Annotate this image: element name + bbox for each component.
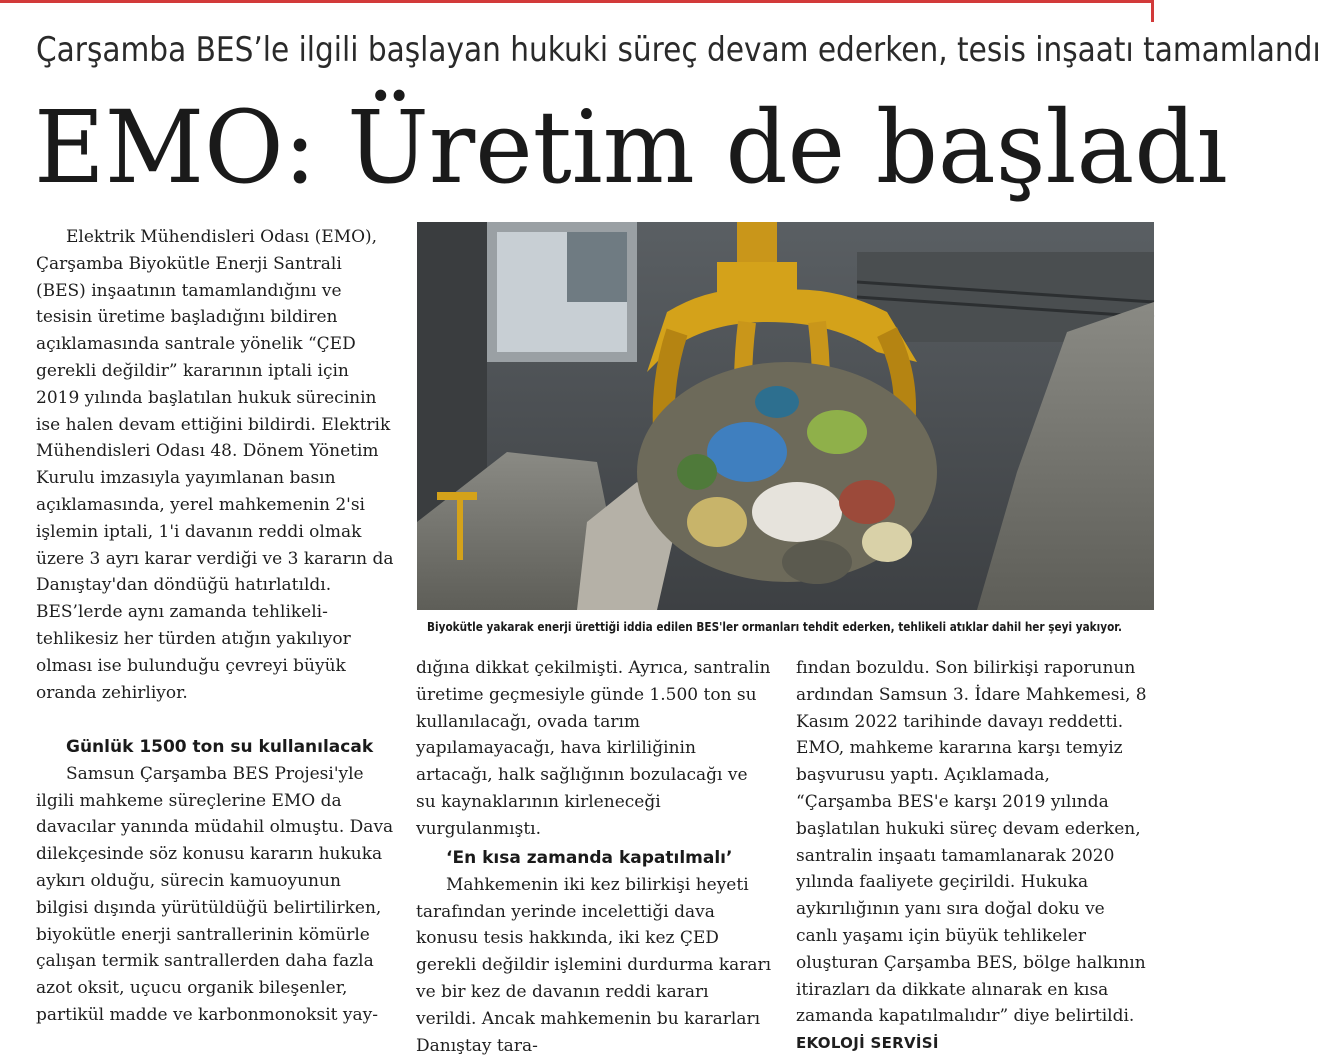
column3-paragraph-continued — [796, 655, 1150, 1057]
article-column-1 — [36, 224, 396, 1025]
column2-paragraph-court: Mahkemenin iki kez bilirkişi heyeti tarafından yerinde incelettiği dava konusu tesis hakkında, iki kez ÇED gerekli değildir işlemini durdurma kararı ve bir kez de davanın reddi kararı verildi. Ancak mahkemenin bu kararları Danıştay tara- — [416, 874, 772, 1056]
column1-section — [36, 734, 396, 1029]
section-heading-water: Günlük 1500 ton su kullanılacak — [66, 737, 374, 757]
top-accent-rule — [0, 0, 1154, 3]
column2-section — [416, 845, 772, 1059]
column1-paragraph-water: Samsun Çarşamba BES Projesi'yle ilgili mahkeme süreçlerine EMO da davacılar yanında müdahil olmuştu. Dava dilekçesinde söz konusu kararın hukuka aykırı olduğu, sürecin kamuoyunun bilgisi dışında yürütüldüğü belirtilirken, biyokütle enerji santrallerinin kömürle çalışan termik santrallerden daha fazla azot oksit, uçucu organik bileşenler, partikül madde ve karbonmonoksit yay- — [36, 763, 394, 1025]
photo-caption: Biyokütle yakarak enerji ürettiği iddia edilen BES'ler ormanları tehdit ederken, tehlikeli atıklar dahil her şeyi yakıyor. — [427, 619, 1122, 634]
waste-grapple-photo — [417, 222, 1154, 610]
article-headline: EMO: Üretim de başladı — [34, 89, 1228, 206]
column2-paragraph-continued: dığına dikkat çekilmişti. Ayrıca, santralin üretime geçmesiyle günde 1.500 ton su kullanılacağı, ovada tarım yapılamayacağı, hava kirliliğinin artacağı, halk sağlığının bozulacağı ve su kaynaklarının kirleneceği vurgulanmıştı. — [416, 658, 771, 839]
author-byline: EKOLOJİ SERVİSİ — [796, 1034, 939, 1053]
section-heading-close: ‘En kısa zamanda kapatılmalı’ — [446, 848, 733, 868]
side-accent-rule — [1151, 0, 1154, 22]
article-photo — [417, 222, 1154, 610]
article-subtitle: Çarşamba BES’le ilgili başlayan hukuki süreç devam ederken, tesis inşaatı tamamlandı — [36, 30, 1321, 70]
column3-text: fından bozuldu. Son bilirkişi raporunun ardından Samsun 3. İdare Mahkemesi, 8 Kasım 2022 tarihinde davayı reddetti. EMO, mahkeme kararına karşı temyiz başvurusu yaptı. Açıklamada, “Çarşamba BES'e karşı 2019 yılında başlatılan hukuki süreç devam ederken, santralin inşaatı tamamlanarak 2020 yılında faaliyete geçirildi. Hukuka aykırılığının yanı sıra doğal doku ve canlı yaşamı için büyük tehlikeler oluşturan Çarşamba BES, bölge halkının itirazları da dikkate alınarak en kısa zamanda kapatılmalıdır” diye belirtildi. — [796, 658, 1147, 1027]
article-column-2 — [416, 655, 772, 1056]
article-column-3 — [796, 655, 1150, 1057]
column1-paragraph-intro: Elektrik Mühendisleri Odası (EMO), Çarşamba Biyokütle Enerji Santrali (BES) inşaatının tamamlandığını ve tesisin üretime başladığını bildiren açıklamasında santrale yönelik “ÇED gerekli değildir” kararının iptali için 2019 yılında başlatılan hukuk sürecinin ise halen devam ettiğini bildirdi. Elektrik Mühendisleri Odası 48. Dönem Yönetim Kurulu imzasıyla yayımlanan basın açıklamasında, yerel mahkemenin 2'si işlemin iptali, 1'i davanın reddi olmak üzere 3 ayrı karar verdiği ve 3 kararın da Danıştay'dan döndüğü hatırlatıldı. BES’lerde aynı zamanda tehlikeli-tehlikesiz her türden atığın yakılıyor olması ise bulunduğu çevreyi büyük oranda zehirliyor. — [36, 227, 394, 703]
